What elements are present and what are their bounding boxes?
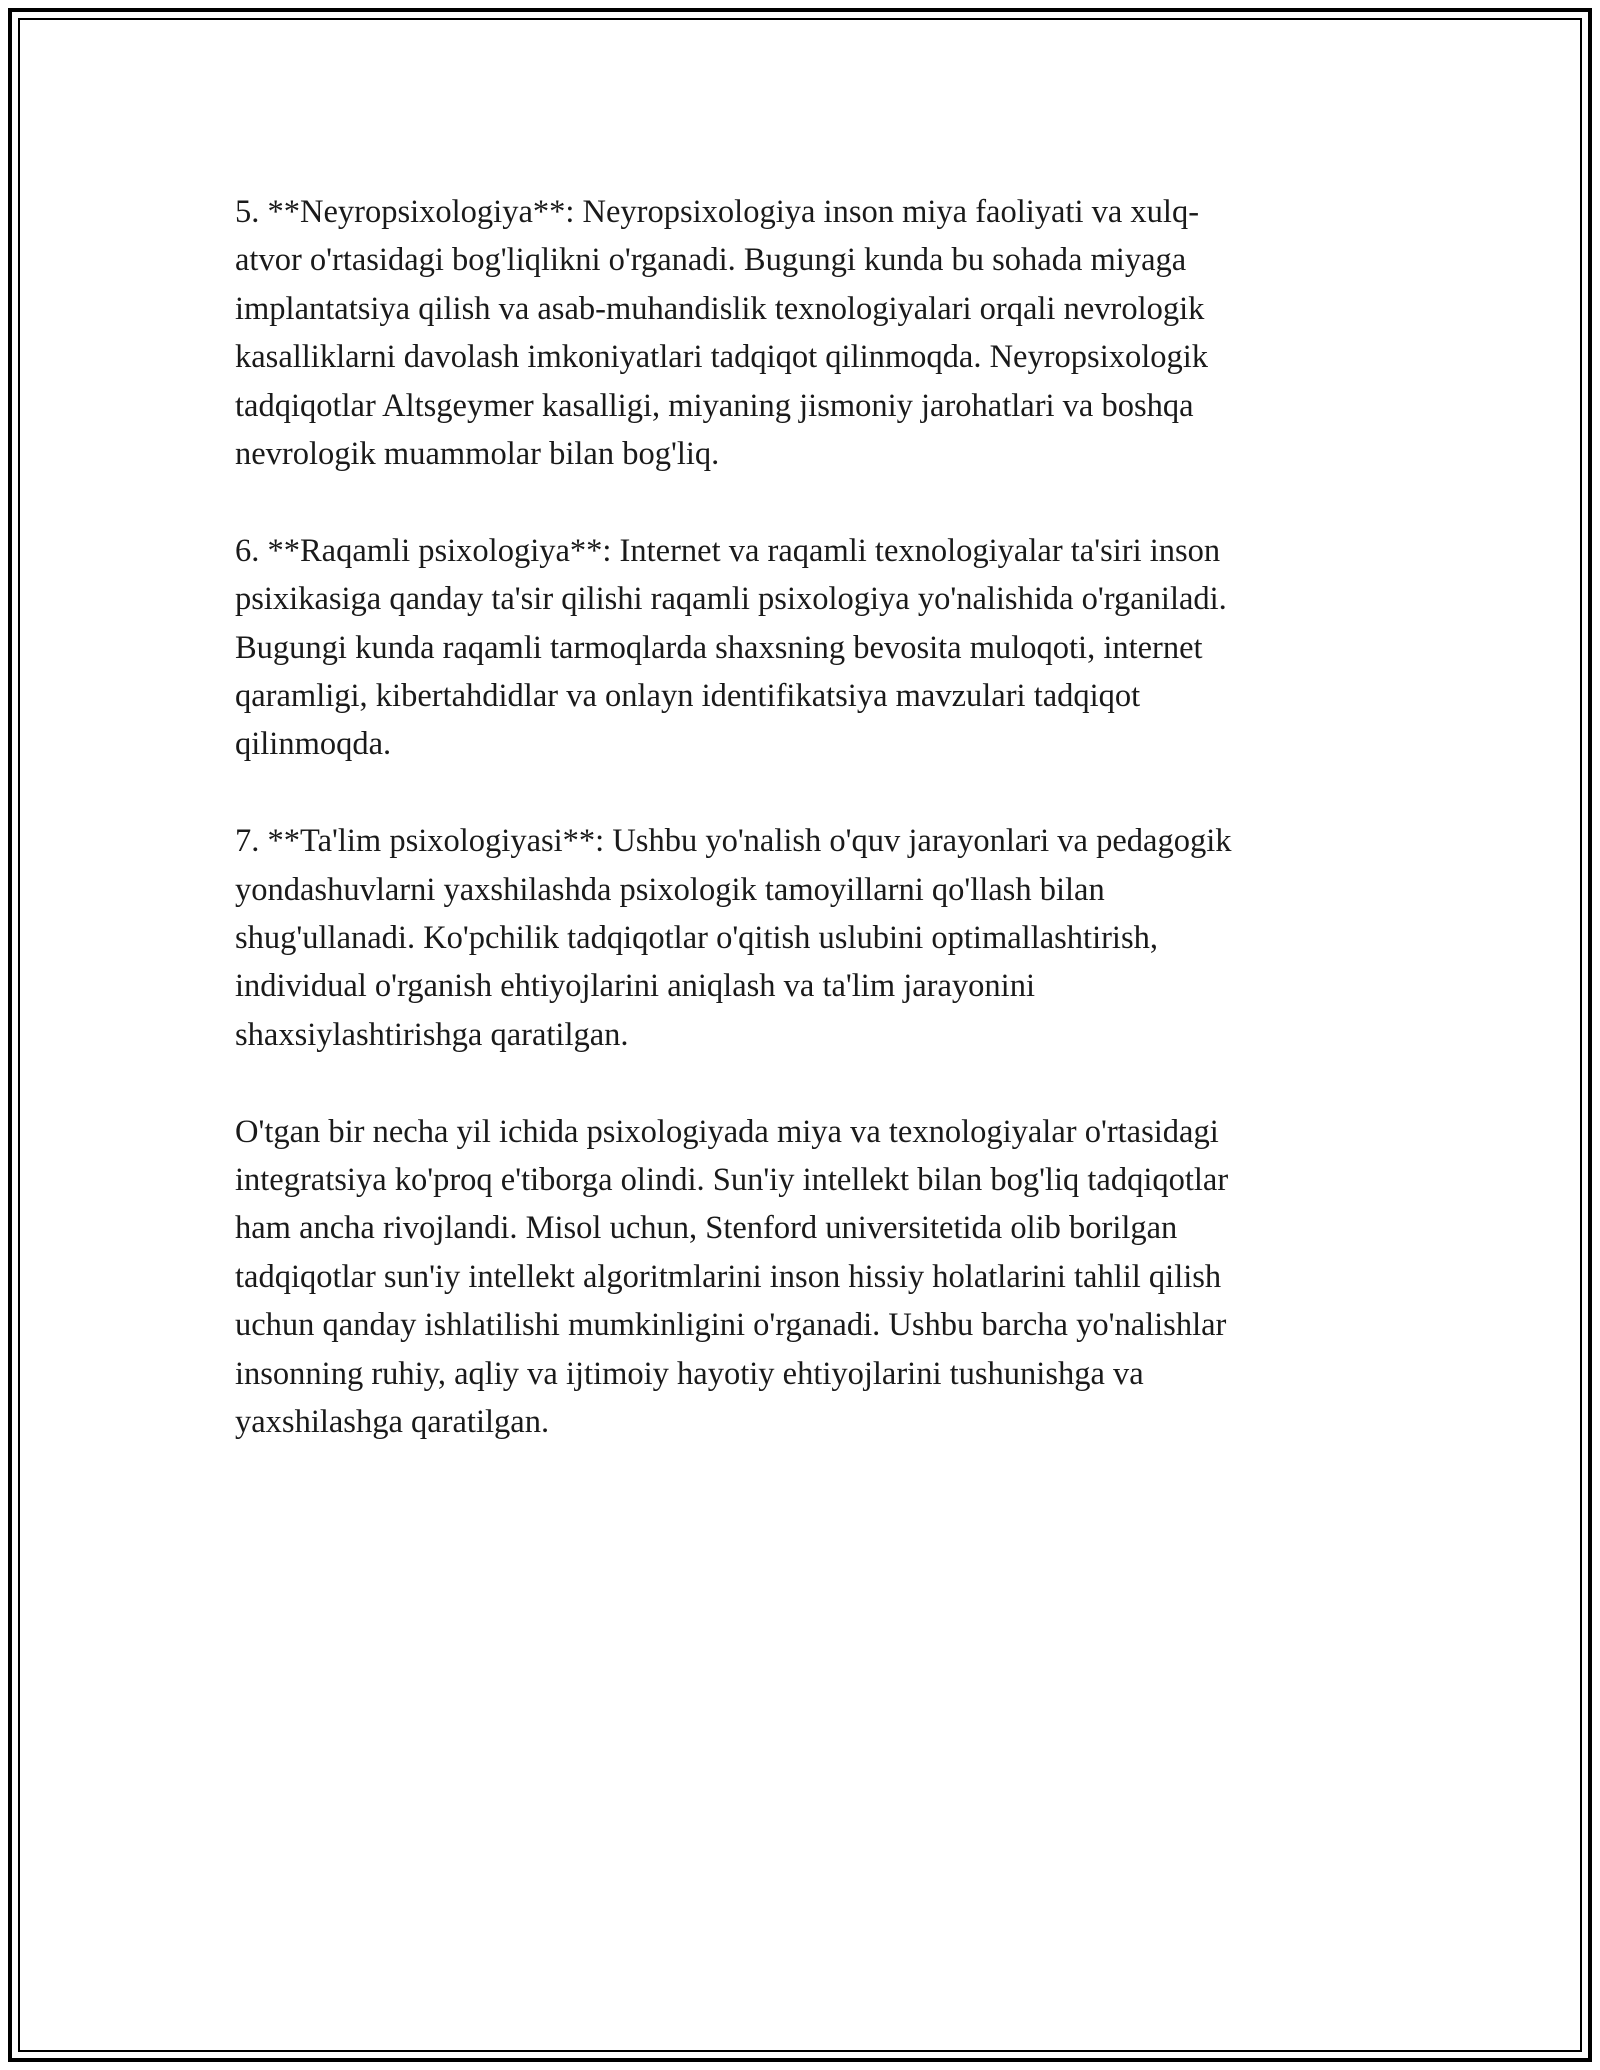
document-body bbox=[235, 188, 1370, 1495]
paragraph-talim-psixologiyasi: 7. **Ta'lim psixologiyasi**: Ushbu yo'nalish o'quv jarayonlari va pedagogik yondashuvlarni yaxshilashda psixologik tamoyillarni qo'llash bilan shug'ullanadi. Ko'pchilik tadqiqotlar o'qitish uslubini optimallashtirish, individual o'rganish ehtiyojlarini aniqlash va ta'lim jarayonini shaxsiylashtirishga qaratilgan. bbox=[235, 823, 1232, 1053]
paragraph-conclusion: O'tgan bir necha yil ichida psixologiyada miya va texnologiyalar o'rtasidagi integratsiya ko'proq e'tiborga olindi. Sun'iy intellekt bilan bog'liq tadqiqotlar ham ancha rivojlandi. Misol uchun, Stenford universitetida olib borilgan tadqiqotlar sun'iy intellekt algoritmlarini inson hissiy holatlarini tahlil qilish uchun qanday ishlatilishi mumkinligini o'rganadi. Ushbu barcha yo'nalishlar insonning ruhiy, aqliy va ijtimoiy hayotiy ehtiyojlarini tushunishga va yaxshilashga qaratilgan. bbox=[235, 1113, 1229, 1441]
paragraph-neyropsixologiya: 5. **Neyropsixologiya**: Neyropsixologiya inson miya faoliyati va xulq- atvor o'rtasidagi bog'liqlikni o'rganadi. Bugungi kunda bu sohada miyaga implantatsiya qilish va asab-muhandislik texnologiyalari orqali nevrologik kasalliklarni davolash imkoniyatlari tadqiqot qilinmoqda. Neyropsixologik tadqiqotlar Altsgeymer kasalligi, miyaning jismoniy jarohatlari va boshqa nevrologik muammolar bilan bog'liq. bbox=[235, 194, 1209, 473]
paragraph-raqamli-psixologiya: 6. **Raqamli psixologiya**: Internet va raqamli texnologiyalar ta'siri inson psixikasiga qanday ta'sir qilishi raqamli psixologiya yo'nalishida o'rganiladi. Bugungi kunda raqamli tarmoqlarda shaxsning bevosita muloqoti, internet qaramligi, kibertahdidlar va onlayn identifikatsiya mavzulari tadqiqot qilinmoqda. bbox=[235, 532, 1227, 763]
